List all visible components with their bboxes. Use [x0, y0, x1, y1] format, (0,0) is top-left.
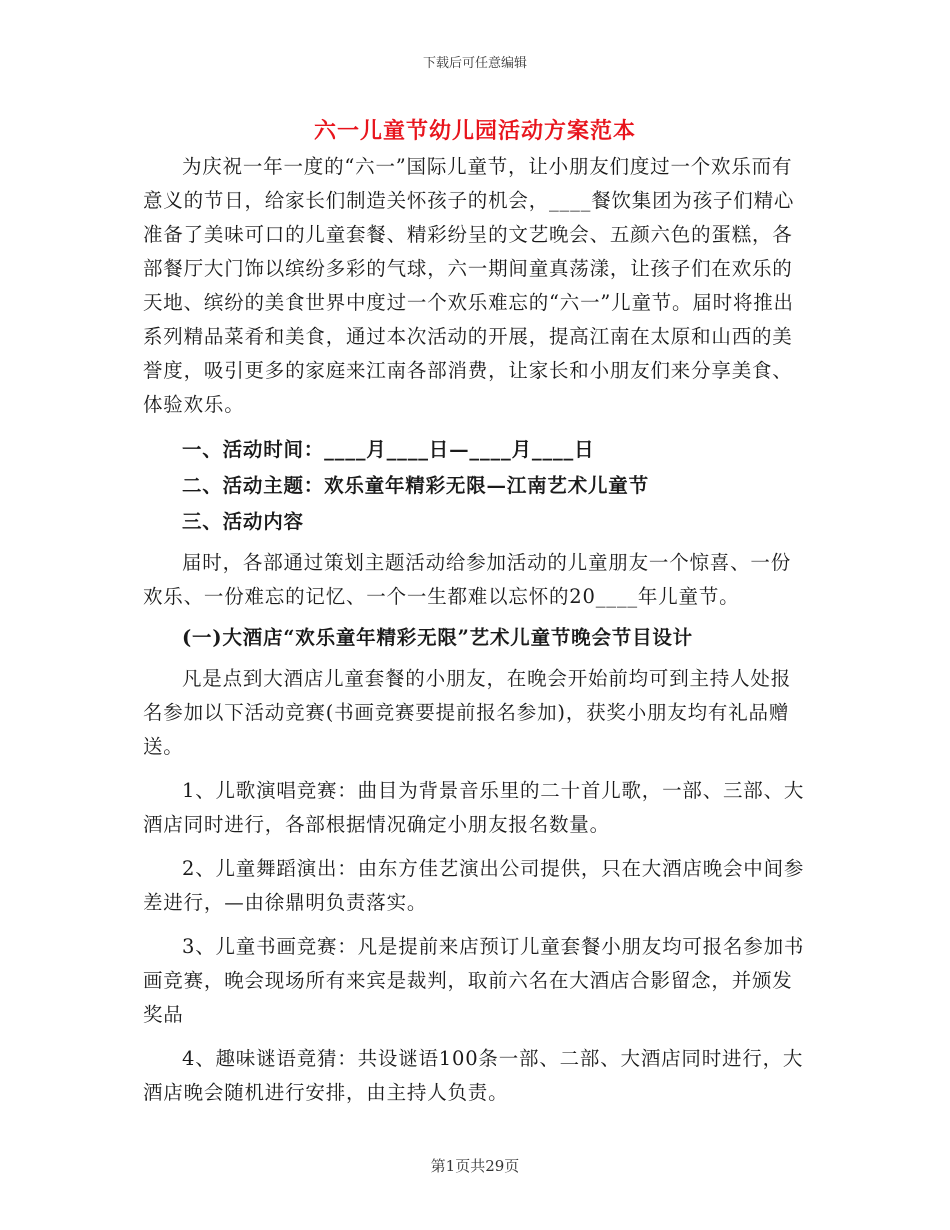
rules-paragraph: 凡是点到大酒店儿童套餐的小朋友，在晚会开始前均可到主持人处报名参加以下活动竞赛(书画竞赛要提前报名参加)，获奖小朋友均有礼品赠送。: [143, 667, 792, 758]
document-body: [143, 150, 808, 1110]
intro-paragraph: 为庆祝一年一度的“六一”国际儿童节，让小朋友们度过一个欢乐而有意义的节日，给家长们制造关怀孩子的机会，____餐饮集团为孩子们精心准备了美味可口的儿童套餐、精彩纷呈的文艺晚会、五颜六色的蛋糕，各部餐厅大门饰以缤纷多彩的气球，六一期间童真荡漾，让孩子们在欢乐的天地、缤纷的美食世界中度过一个欢乐难忘的“六一”儿童节。届时将推出系列精品菜肴和美食，通过本次活动的开展，提高江南在太原和山西的美誉度，吸引更多的家庭来江南各部消费，让家长和小朋友们来分享美食、体验欢乐。: [143, 155, 795, 416]
subsection-heading: (一)大酒店“欢乐童年精彩无限”艺术儿童节晚会节目设计: [182, 626, 693, 649]
section-heading-theme: 二、活动主题：欢乐童年精彩无限—江南艺术儿童节: [182, 474, 649, 497]
list-item-riddle-game: 4、趣味谜语竟猜：共设谜语100条一部、二部、大酒店同时进行，大酒店晚会随机进行安排，由主持人负责。: [143, 1047, 804, 1104]
content-paragraph: 届时，各部通过策划主题活动给参加活动的儿童朋友一个惊喜、一份欢乐、一份难忘的记忆、一个一生都难以忘怀的20____年儿童节。: [143, 551, 792, 608]
list-item-dance-show: 2、儿童舞蹈演出：由东方佳艺演出公司提供，只在大酒店晚会中间参差进行，—由徐鼎明负责落实。: [143, 857, 805, 914]
list-item-art-contest: 3、儿童书画竞赛：凡是提前来店预订儿童套餐小朋友均可报名参加书画竞赛，晚会现场所有来宾是裁判，取前六名在大酒店合影留念，并颁发奖品: [143, 935, 805, 1026]
document-title: 六一儿童节幼儿园活动方案范本: [313, 118, 636, 144]
list-item-song-contest: 1、儿歌演唱竞赛：曲目为背景音乐里的二十首儿歌，一部、三部、大酒店同时进行，各部根据情况确定小朋友报名数量。: [143, 779, 805, 836]
header-note: 下载后可任意编辑: [422, 56, 527, 71]
section-heading-content: 三、活动内容: [182, 510, 304, 533]
page-number: 第1页共29页: [430, 1157, 520, 1175]
section-heading-time: 一、活动时间：____月____日—____月____日: [182, 438, 595, 461]
